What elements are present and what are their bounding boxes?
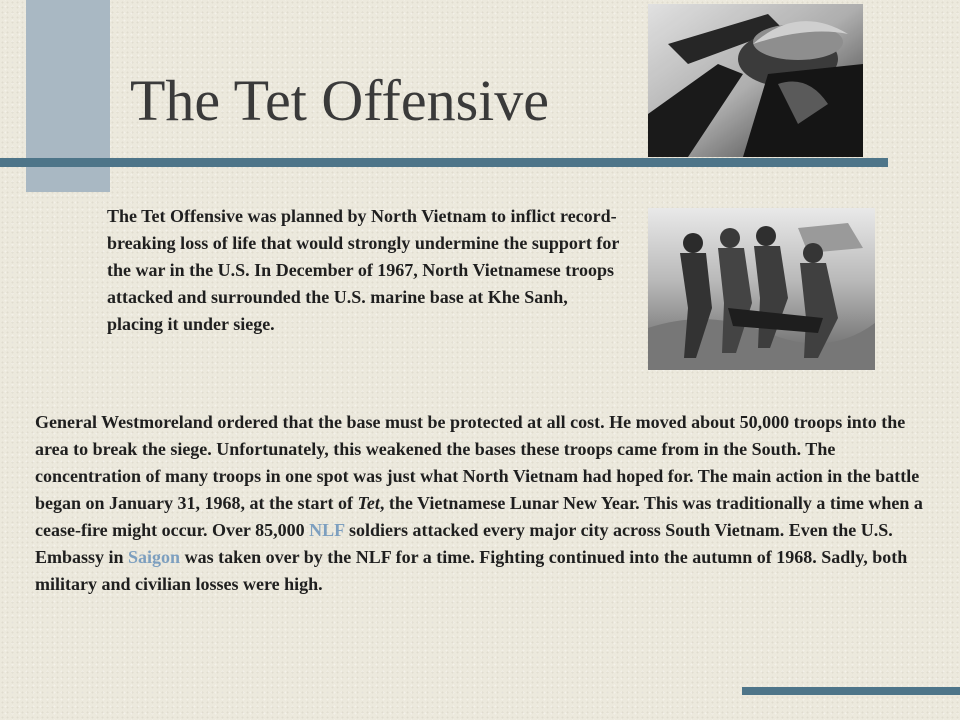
bottom-accent-bar xyxy=(742,687,960,695)
soldiers-carrying-wounded-photo xyxy=(648,208,875,370)
main-paragraph-text-4: was taken over by the NLF for a time. Fighting continued into the autumn of 1968. Sadly, both military and civilian losses were high. xyxy=(35,547,908,594)
soldier-aiming-photo xyxy=(648,4,863,157)
main-paragraph xyxy=(35,409,935,598)
tet-term: Tet xyxy=(357,493,380,513)
title-underline-bar xyxy=(0,158,888,167)
main-paragraph-text-2: , the Vietnamese Lunar New Year. This was traditionally a time when a cease-fire might occur. Over 85,000 xyxy=(35,493,923,540)
intro-paragraph: The Tet Offensive was planned by North Vietnam to inflict record-breaking loss of life that would strongly undermine the support for the war in the U.S. In December of 1967, North Vietnamese troops attacked and surrounded the U.S. marine base at Khe Sanh, placing it under siege. xyxy=(107,206,620,334)
saigon-link[interactable]: Saigon xyxy=(128,547,181,567)
main-paragraph-text-1: General Westmoreland ordered that the base must be protected at all cost. He moved about 50,000 troops into the area to break the siege. Unfortunately, this weakened the bases these troops came from in the South. The concentration of many troops in one spot was just what North Vietnam had hoped for. The main action in the battle began on January 31, 1968, at the start of xyxy=(35,412,920,513)
nlf-link[interactable]: NLF xyxy=(309,520,345,540)
main-paragraph-text-3: soldiers attacked every major city across South Vietnam. Even the U.S. Embassy in xyxy=(35,520,893,567)
slide-title: The Tet Offensive xyxy=(130,68,549,133)
